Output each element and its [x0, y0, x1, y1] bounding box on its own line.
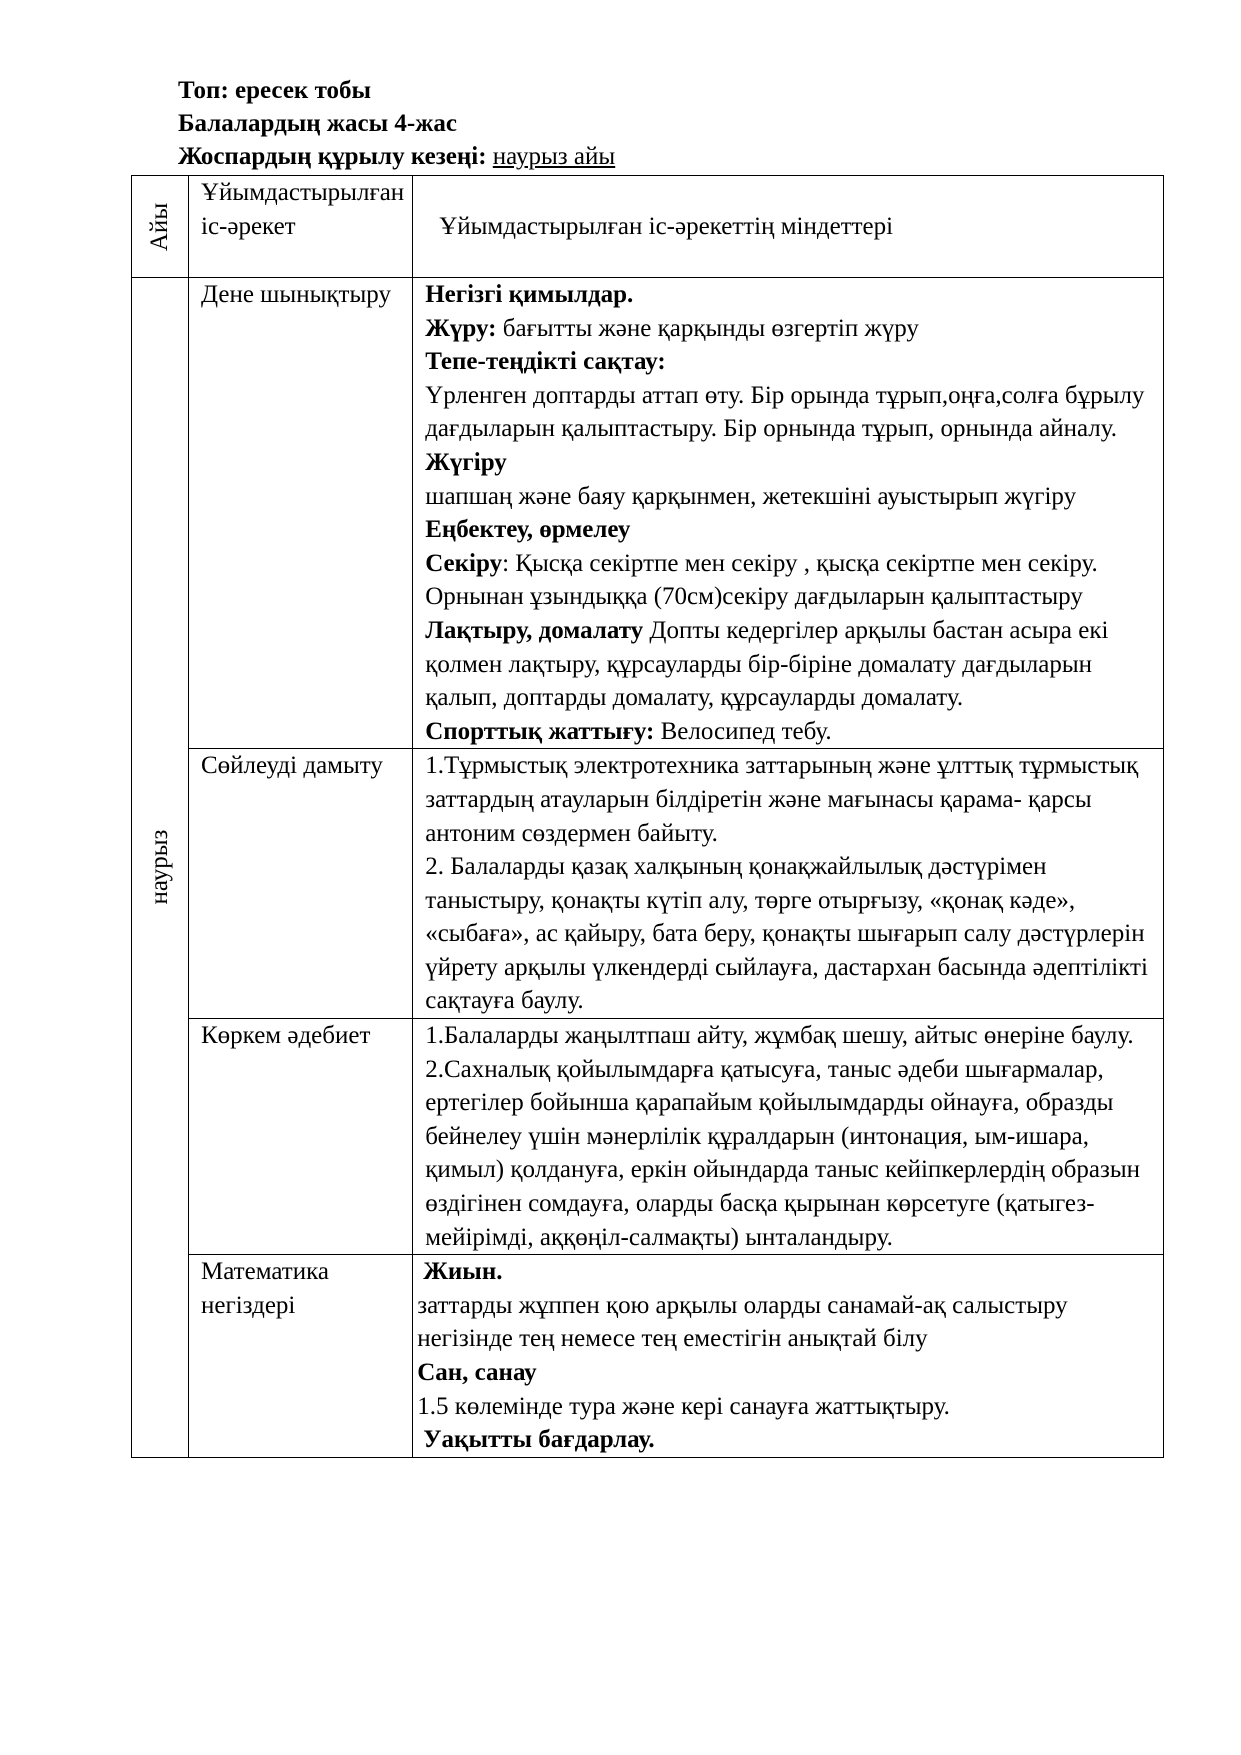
plan-table [131, 175, 1164, 1458]
header-tasks: Ұйымдастырылған іс-әрекеттің міндеттері [413, 176, 1164, 278]
activity-cell: Сөйлеуді дамыту [189, 749, 413, 1019]
task-text: 1.Тұрмыстық электротехника заттарының және ұлттық тұрмыстық заттардың атауларын білдіретін және мағынасы қарама- қарсы антоним сөздермен байыту. [425, 752, 1139, 847]
task-line [417, 1356, 1155, 1390]
task-heading: Уақытты бағдарлау. [423, 1426, 655, 1454]
task-line [425, 513, 1155, 547]
task-line [417, 1423, 1155, 1457]
task-heading: Тепе-теңдікті сақтау: [425, 348, 666, 376]
activity-cell: Математика негіздері [189, 1255, 413, 1458]
task-line [425, 547, 1155, 614]
task-line [425, 1053, 1155, 1255]
task-heading: Жиын. [423, 1258, 503, 1286]
task-text: 1.5 көлемінде тура және кері санауға жаттықтыру. [417, 1392, 950, 1420]
group-line: Топ: ересек тобы [178, 77, 372, 104]
period-value: наурыз айы [492, 143, 616, 170]
task-text: Допты кедергілер арқылы бастан асыра екі қолмен лақтыру, құрсауларды бір-біріне домалату дағдыларын қалып, доптарды домалату, құрсауларды домалату. [425, 616, 1109, 712]
task-text: 2. Балаларды қазақ халқының қонақжайлылық дәстүрімен таныстыру, қонақты күтіп алу, төрге отырғызу, «қонақ кәде», «сыбаға», ас қайыру, бата беру, қонақты шығарып салу дәстүрлерін үйрету арқылы үлкендерді сыйлауға, дастархан басында әдептілікті сақтауға баулу. [425, 853, 1148, 1015]
tasks-cell [413, 1019, 1164, 1255]
task-line [417, 1390, 1155, 1424]
task-heading: Сан, санау [417, 1359, 537, 1386]
task-text: 1.Балаларды жаңылтпаш айту, жұмбақ шешу, айтыс өнеріне баулу. [425, 1022, 1134, 1050]
task-line [425, 480, 1155, 514]
task-line [425, 715, 1155, 749]
period-label: Жоспардың құрылу кезеңі: [178, 143, 487, 170]
task-heading: Еңбектеу, өрмелеу [425, 516, 631, 544]
header-activity: Ұйымдастырылған іс-әрекет [189, 176, 413, 278]
task-line [425, 278, 1155, 312]
header-month-cell [132, 176, 189, 278]
task-heading: Спорттық жаттығу: [425, 717, 655, 745]
tasks-cell [413, 749, 1164, 1019]
activity-cell: Көркем әдебиет [189, 1019, 413, 1255]
task-heading: Лақтыру, домалату [425, 616, 644, 644]
table-row [132, 749, 1164, 1019]
task-line [425, 614, 1155, 715]
table-header-row [132, 176, 1164, 278]
task-line [425, 312, 1155, 346]
task-line [425, 1019, 1155, 1053]
task-text: : Қысқа секіртпе мен секіру , қысқа секіртпе мен секіру. Орнынан ұзындыққа (70см)секіру дағдыларын қалыптастыру [425, 549, 1098, 611]
task-heading: Жүгіру [425, 448, 507, 476]
task-text: заттарды жұппен қою арқылы оларды санамай-ақ салыстыру негізінде тең немесе тең еместігін анықтай білу [417, 1291, 1068, 1353]
task-heading: Жүру: [425, 314, 497, 342]
task-line [417, 1255, 1155, 1289]
activity-cell: Дене шынықтыру [189, 278, 413, 749]
month-cell [132, 278, 189, 1458]
task-line [425, 379, 1155, 446]
period-line [178, 140, 615, 173]
month-label: наурыз [146, 829, 174, 905]
task-heading: Секіру [425, 549, 503, 577]
table-row [132, 1019, 1164, 1255]
task-line [425, 850, 1155, 1018]
task-text: 2.Сахналық қойылымдарға қатысуға, таныс әдеби шығармалар, ертегілер бойынша қарапайым қойылымдарды ойнауға, образды бейнелеу үшін мәнерлілік құралдарын (интонация, ым-ишара, қимыл) қолдануға, еркін ойындарда таныс кейіпкерлердің образын өздігінен сомдауға, оларды басқа қырынан көрсетуге (қатыгез-мейірімді, аққөңіл-салмақты) ынталандыру. [425, 1055, 1141, 1251]
task-line [425, 446, 1155, 480]
age-line: Балалардың жасы 4-жас [178, 110, 457, 137]
task-text: бағытты және қарқынды өзгертіп жүру [496, 314, 919, 342]
task-heading: Негізгі қимылдар. [425, 281, 634, 308]
document-header [178, 74, 615, 173]
task-line [425, 345, 1155, 379]
task-text: Велосипед тебу. [654, 717, 832, 745]
task-line [417, 1289, 1155, 1356]
task-line [425, 749, 1155, 850]
header-month: Айы [146, 202, 174, 251]
task-text: Үрленген доптарды аттап өту. Бір орында тұрып,оңға,солға бұрылу дағдыларын қалыптастыру. Бір орнында тұрып, орнында айналу. [425, 381, 1145, 443]
task-text: шапшаң және баяу қарқынмен, жетекшіні ауыстырып жүгіру [425, 482, 1077, 510]
table-row [132, 278, 1164, 749]
tasks-cell [413, 278, 1164, 749]
tasks-cell [413, 1255, 1164, 1458]
table-row [132, 1255, 1164, 1458]
